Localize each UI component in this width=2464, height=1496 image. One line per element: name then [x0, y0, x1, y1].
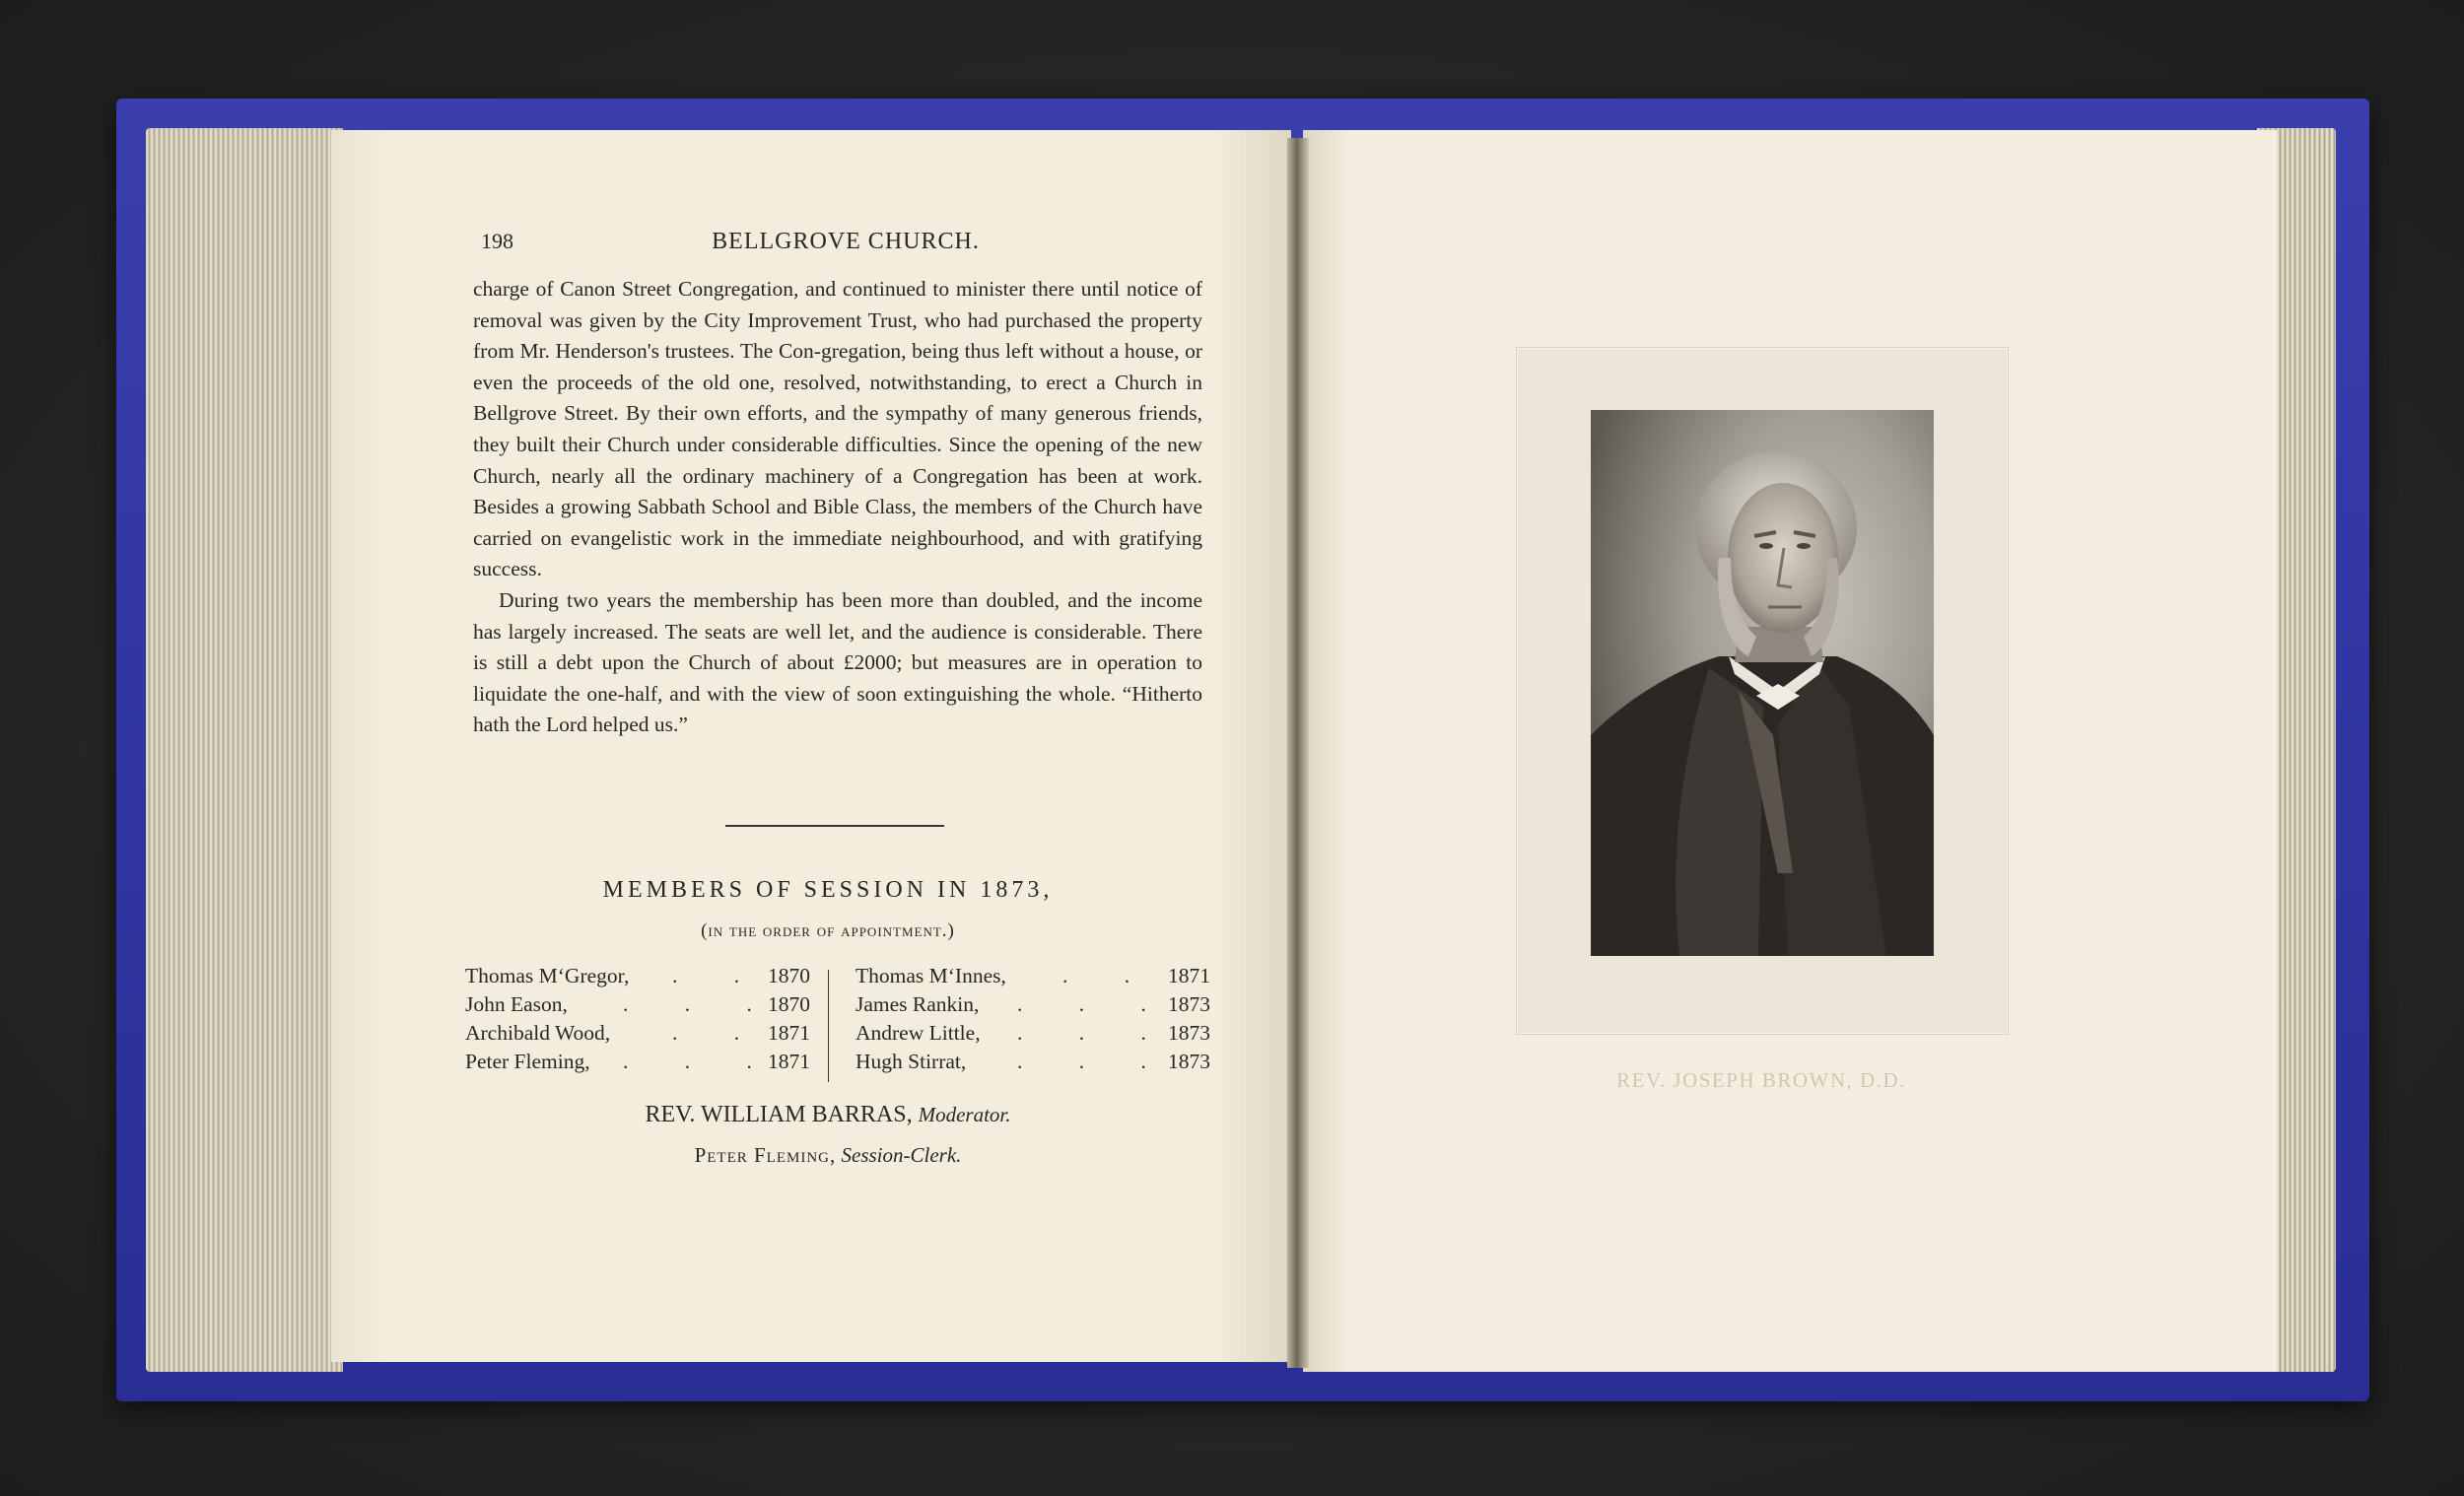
- member-year: 1871: [1168, 964, 1210, 987]
- member-name: Archibald Wood,: [465, 1021, 611, 1045]
- session-heading: MEMBERS OF SESSION IN 1873,: [602, 877, 1054, 903]
- clerk-role: Session-Clerk.: [841, 1143, 962, 1167]
- paragraph-2: During two years the membership has been more than doubled, and the income has largely increased. The seats are well let, and the audience is considerable. There is still a debt upon the Church of about £2000; but measures are in operation to liquidate the one-half, and with the view of soon extinguishing the whole. “Hitherto hath the Lord helped us.”: [473, 587, 1202, 737]
- member-name: John Eason,: [465, 992, 568, 1016]
- moderator-name: REV. WILLIAM BARRAS,: [645, 1102, 913, 1127]
- member-name: Andrew Little,: [856, 1021, 981, 1045]
- portrait-illustration: [1591, 410, 1934, 956]
- member-leader-dots: . .: [1062, 964, 1156, 987]
- photo-caption: REV. JOSEPH BROWN, D.D.: [1616, 1068, 1906, 1092]
- member-row: [465, 992, 810, 1021]
- member-leader-dots: . .: [672, 964, 766, 987]
- member-row: [856, 1050, 1210, 1078]
- member-row: [856, 992, 1210, 1021]
- member-row: [465, 1050, 810, 1078]
- section-rule: [725, 825, 944, 827]
- member-name: Peter Fleming,: [465, 1050, 590, 1073]
- book-gutter: [1287, 138, 1309, 1368]
- column-divider: [828, 970, 829, 1082]
- body-text: [473, 274, 1202, 741]
- clerk-line: [434, 1143, 1222, 1168]
- member-row: [856, 964, 1210, 992]
- member-leader-dots: . . .: [623, 1050, 778, 1073]
- members-column-right: [856, 964, 1210, 1078]
- member-row: [465, 964, 810, 992]
- member-leader-dots: . . .: [1017, 992, 1172, 1016]
- member-leader-dots: . . .: [623, 992, 778, 1016]
- page-edges-left: [146, 128, 343, 1372]
- member-year: 1870: [768, 964, 810, 987]
- member-name: Thomas M‘Gregor,: [465, 964, 630, 987]
- member-year: 1873: [1168, 992, 1210, 1016]
- member-row: [856, 1021, 1210, 1050]
- session-subheading: (in the order of appointment.): [701, 920, 955, 941]
- member-year: 1873: [1168, 1021, 1210, 1045]
- members-table: [465, 964, 1214, 1086]
- moderator-role: Moderator.: [918, 1103, 1011, 1126]
- running-title: BELLGROVE CHURCH.: [712, 229, 980, 254]
- member-year: 1873: [1168, 1050, 1210, 1073]
- member-leader-dots: . .: [672, 1021, 766, 1045]
- clerk-name: Peter Fleming,: [694, 1143, 837, 1167]
- portrait-photograph: [1591, 410, 1934, 956]
- paragraph-1: charge of Canon Street Congregation, and continued to minister there until notice of removal was given by the City Improvement Trust, who had purchased the property from Mr. Henderson's trustees. The Con-gregation, being thus left without a house, or even the proceeds of the old one, resolved, notwithstanding, to erect a Church in Bellgrove Street. By their own efforts, and the sympathy of many generous friends, they built their Church under considerable difficulties. Since the opening of the new Church, nearly all the ordinary machinery of a Congregation has been at work. Besides a growing Sabbath School and Bible Class, the members of the Church have carried on evangelistic work in the immediate neighbourhood, and with gratifying success.: [473, 277, 1202, 581]
- member-row: [465, 1021, 810, 1050]
- members-column-left: [465, 964, 810, 1078]
- member-year: 1871: [768, 1021, 810, 1045]
- member-leader-dots: . . .: [1017, 1021, 1172, 1045]
- member-year: 1871: [768, 1050, 810, 1073]
- member-name: Hugh Stirrat,: [856, 1050, 967, 1073]
- page-number: 198: [481, 229, 513, 253]
- running-head: [481, 229, 1210, 262]
- member-year: 1870: [768, 992, 810, 1016]
- moderator-line: [434, 1102, 1222, 1128]
- member-name: Thomas M‘Innes,: [856, 964, 1006, 987]
- member-leader-dots: . . .: [1017, 1050, 1172, 1073]
- member-name: James Rankin,: [856, 992, 980, 1016]
